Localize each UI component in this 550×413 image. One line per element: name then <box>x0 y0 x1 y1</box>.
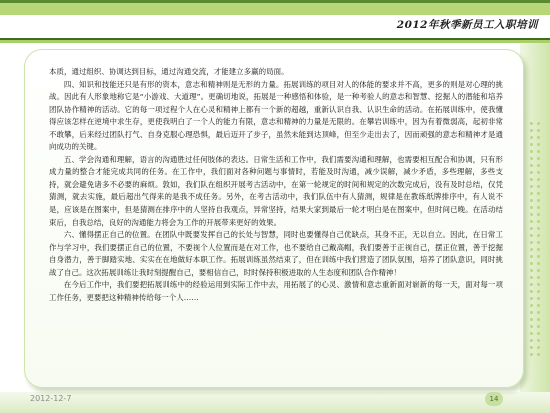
page-number-badge: 14 <box>485 392 503 406</box>
slide-header-title: 2012年秋季新员工入职培训 <box>396 19 538 31</box>
paragraph-intro: 本质，通过组织、协调达到目标，通过沟通交流，才能建立多赢的局面。 <box>49 67 289 76</box>
paragraph-five: 五、学会沟通和理解，语言的沟通胜过任何肢体的表达。日常生活和工作中，我们需要沟通和理解，也需要相互配合和协调，只有形成力量的整合才能完成共同的任务。在工作中，我们面对各种问题与事情时，若能及时沟通，减少误解，减少矛盾，多些理解，多些支持，就会避免诸多不必要的麻烦。敦如，我们队在组织开展考古活动中，在第一轮规定的时间和规定的次数完成后，没有及时总结，仅凭猜测，就去实施，最后超出气得来的是我不成任务。另外，在考古活动中，我们队伍中有人猜测，规律是在教练纸牌排序中，有人说不是，应该是在图案中，但是猜测在排序中的人坚持自我观点，异常坚持，结果大家到最后一轮才明白是在图案中，但时间已晚。在活动结束后，自我总结，良好的沟通能力将会为工作的开展带来更好的效果。 <box>49 154 503 227</box>
header-divider-light <box>0 40 550 43</box>
bottom-decorative-band <box>0 392 550 413</box>
paragraph-six: 六、懂得摆正自己的位置。在团队中既要发挥自己的长处与智慧，同时也要懂得自己优缺点，其身不正，无以自立。因此，在日常工作与学习中，我们要摆正自己的位置，不要视个人位置而是在对工作，也不要给自己戴高帽，我们要善于正视自己，摆正位置，善于挖掘自身潜力，善于脚踏实地、实实在在地做好本职工作。拓展训练虽然结束了，但在训练中我们营造了团队氛围，培养了团队意识，同时挑战了自己。这次拓展训练让我时刻提醒自己，要相信自己，时时保持积极进取的人生态度和团队合作精神！ <box>49 230 503 277</box>
paragraph-four: 四、知识和技能还只是有形的资本，意志和精神则是无形的力量。拓展训练的项目对人的体能的要求并不高，更多的则是对心理的挑战。因此有人形象地称它是“小游戏、大道理”。更确切地说，拓展是一种感悟和体验，是一种考验人的意志和智慧、挖掘人的潜能和培养团队协作精神的活动。它的每一项过程个人在心灵和精神上都有一个新的超越，重新认识自我、认识生命的活动。在拓展训练中，使我懂得应该怎样在逆境中求生存，更使我明白了一个人的能力有限，意志和精神的力量是无限的。在攀岩训练中，因为有着微弱高，起初非常不敢攀，后来经过团队打气、自身克服心理恐惧，最后迈开了步子，虽然未能到达顶峰，但至少走出去了，因而顽强的意志和精神才是通向成功的关键。 <box>49 79 503 152</box>
dot-pattern-decoration <box>528 120 542 360</box>
footer-date: 2012-12-7 <box>30 394 72 403</box>
paragraph-conclusion: 在今后工作中，我们要把拓展训练中的经验运用到实际工作中去，用拓展了的心灵、激情和意志重新面对崭新的每一天，面对每一项工作任务，更要把这种精神传给每一个人…… <box>49 280 503 302</box>
header-light-stripe <box>0 3 550 15</box>
content-panel <box>24 49 524 388</box>
